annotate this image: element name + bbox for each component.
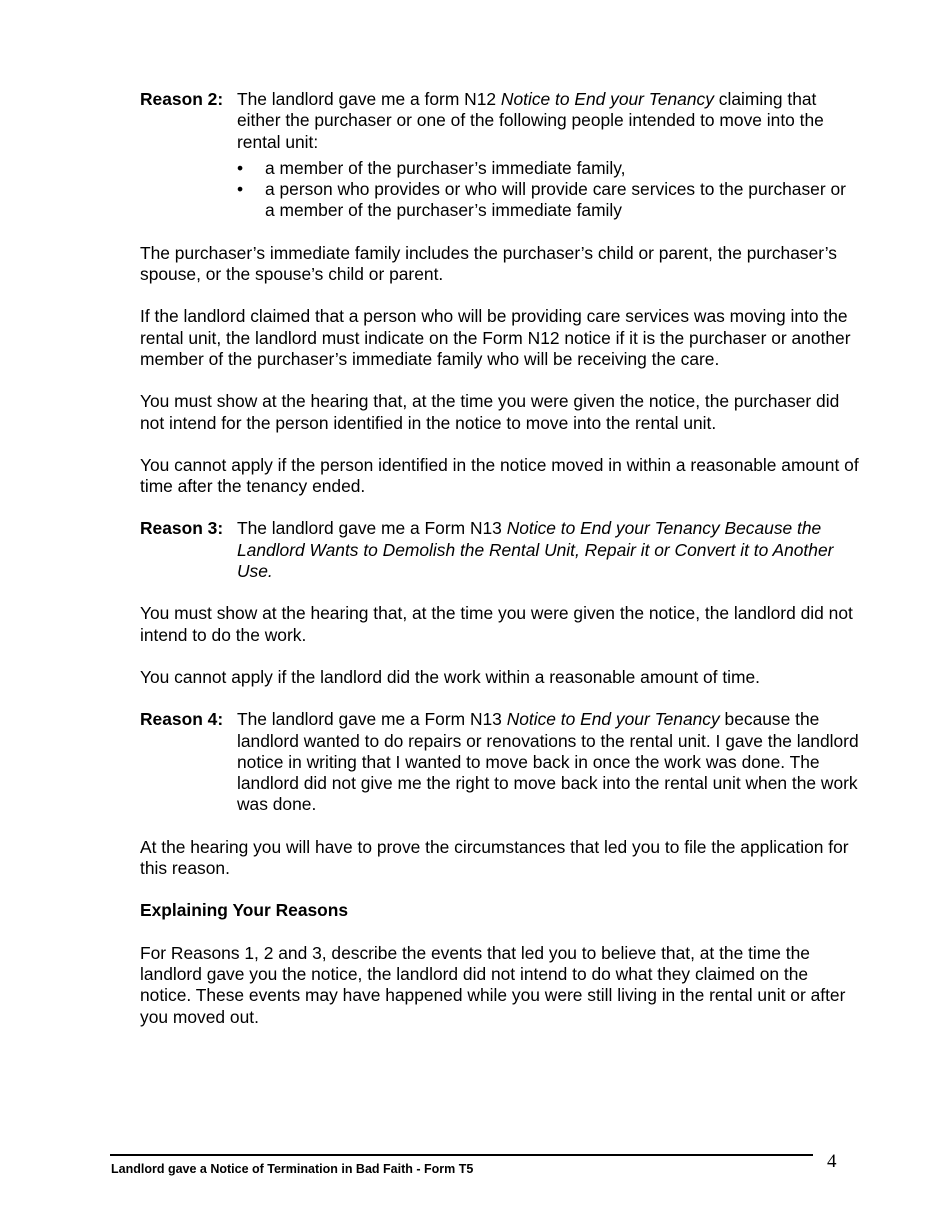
reason-2-text-start: The landlord gave me a form N12 [237,89,501,109]
reason-3-notice-title: Notice to End your Tenancy Because the Landlord Wants to Demolish the Rental Unit, Repair it or Convert it to Another Use. [237,518,834,582]
document-body [140,89,860,1049]
paragraph-explaining-reasons: For Reasons 1, 2 and 3, describe the events that led you to believe that, at the time the landlord gave you the notice, the landlord did not intend to do what they claimed on the notice. These events may have happened while you were still living in the rental unit or after you moved out. [140,942,846,1027]
reason-4-notice-title: Notice to End your Tenancy [506,709,720,730]
reason-2-notice-title: Notice to End your Tenancy [500,89,714,109]
reason-2-block [140,89,860,222]
reason-3-block [140,518,860,582]
footer-divider [110,1154,813,1156]
reason-2-bullet-list [237,158,860,222]
reason-4-text-start: The landlord gave me a Form N13 [237,709,507,730]
paragraph-prove-circumstances: At the hearing you will have to prove the circumstances that led you to file the application for this reason. [140,836,849,879]
reason-4-block [140,709,860,815]
reason-2-text [237,89,860,153]
footer-title: Landlord gave a Notice of Termination in Bad Faith - Form T5 [111,1162,474,1176]
reason-2-label: Reason 2: [140,89,224,109]
paragraph-show-at-hearing-landlord: You must show at the hearing that, at the time you were given the notice, the landlord did not intend to do the work. [140,603,853,645]
reason-3-text-start: The landlord gave me a Form N13 [237,518,507,539]
reason-4-text [237,709,860,815]
reason-2-text-end: claiming that either the purchaser or one of the following people intended to move into the rental unit: [237,89,824,152]
paragraph-immediate-family: The purchaser’s immediate family includes the purchaser’s child or parent, the purchaser’s spouse, or the spouse’s child or parent. [140,242,837,285]
reason-3-label: Reason 3: [140,518,224,539]
list-item: • a person who provides or who will provide care services to the purchaser or a member of the purchaser’s immediate family [237,179,860,222]
page-number: 4 [827,1151,837,1172]
list-item: • a member of the purchaser’s immediate family, [237,158,860,179]
reason-3-text [237,518,860,582]
reason-4-text-end: because the landlord wanted to do repairs or renovations to the rental unit. I gave the landlord notice in writing that I wanted to move back in once the work was done. The landlord did not give me the right to move back into the rental unit when the work was done. [237,709,859,815]
paragraph-show-at-hearing-purchaser: You must show at the hearing that, at the time you were given the notice, the purchaser did not intend for the person identified in the notice to move into the rental unit. [140,391,840,433]
reason-4-label: Reason 4: [140,709,224,730]
paragraph-cannot-apply-work-done: You cannot apply if the landlord did the work within a reasonable amount of time. [140,666,761,687]
section-heading: Explaining Your Reasons [140,900,349,921]
paragraph-cannot-apply-moved-in: You cannot apply if the person identified in the notice moved in within a reasonable amount of time after the tenancy ended. [140,454,859,497]
paragraph-care-services: If the landlord claimed that a person who will be providing care services was moving into the rental unit, the landlord must indicate on the Form N12 notice if it is the purchaser or another member of the purchaser’s immediate family who will be receiving the care. [140,306,851,369]
